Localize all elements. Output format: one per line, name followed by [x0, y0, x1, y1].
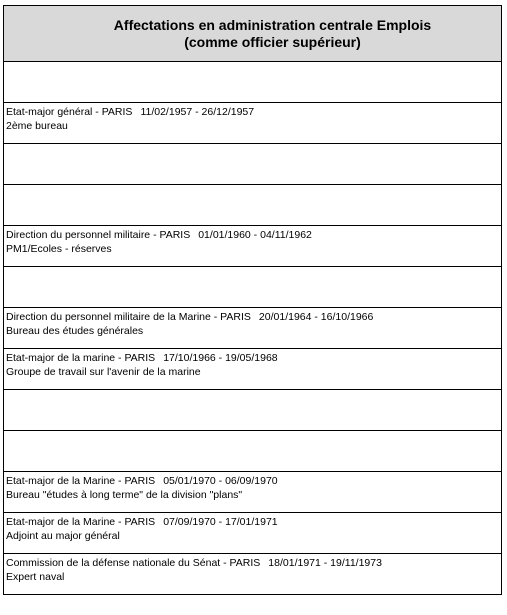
assignments-table: [3, 5, 502, 595]
table-row: [4, 226, 501, 267]
row-detail: PM1/Ecoles - réserves: [6, 243, 112, 255]
row-dates: 05/01/1970 - 06/09/1970: [163, 475, 278, 487]
table-row: [4, 62, 501, 103]
row-detail: Expert naval: [6, 571, 65, 583]
row-detail: Groupe de travail sur l'avenir de la marine: [6, 366, 201, 378]
table-row: [4, 349, 501, 390]
row-dates: 17/10/1966 - 19/05/1968: [163, 352, 278, 364]
row-organisation: Etat-major de la Marine - PARIS: [6, 475, 156, 487]
row-organisation: Commission de la défense nationale du Sénat - PARIS: [6, 557, 261, 569]
header-subtitle: (comme officier supérieur): [184, 33, 361, 50]
row-dates: 01/01/1960 - 04/11/1962: [198, 229, 312, 241]
table-row: [4, 513, 501, 554]
row-organisation: Etat-major général - PARIS: [6, 106, 133, 118]
row-organisation: Etat-major de la marine - PARIS: [6, 352, 156, 364]
row-dates: 11/02/1957 - 26/12/1957: [140, 106, 255, 118]
row-detail: Bureau "études à long terme" de la division "plans": [6, 489, 243, 501]
row-detail: 2ème bureau: [6, 120, 68, 132]
row-organisation: Etat-major de la Marine - PARIS: [6, 516, 156, 528]
table-row: [4, 267, 501, 308]
table-row: [4, 103, 501, 144]
row-dates: 20/01/1964 - 16/10/1966: [258, 311, 374, 323]
table-row: [4, 472, 501, 513]
header-title: Affectations en administration centrale Emplois: [113, 16, 432, 33]
row-dates: 18/01/1971 - 19/11/1973: [268, 557, 382, 569]
table-header: [4, 6, 501, 62]
row-organisation: Direction du personnel militaire de la Marine - PARIS: [6, 311, 251, 323]
table-row: [4, 185, 501, 226]
row-dates: 07/09/1970 - 17/01/1971: [163, 516, 278, 528]
table-row: [4, 554, 501, 595]
table-row: [4, 390, 501, 431]
row-detail: Bureau des études générales: [6, 325, 144, 337]
table-row: [4, 431, 501, 472]
row-organisation: Direction du personnel militaire - PARIS: [6, 229, 191, 241]
table-row: [4, 144, 501, 185]
table-row: [4, 308, 501, 349]
row-detail: Adjoint au major général: [6, 530, 120, 542]
